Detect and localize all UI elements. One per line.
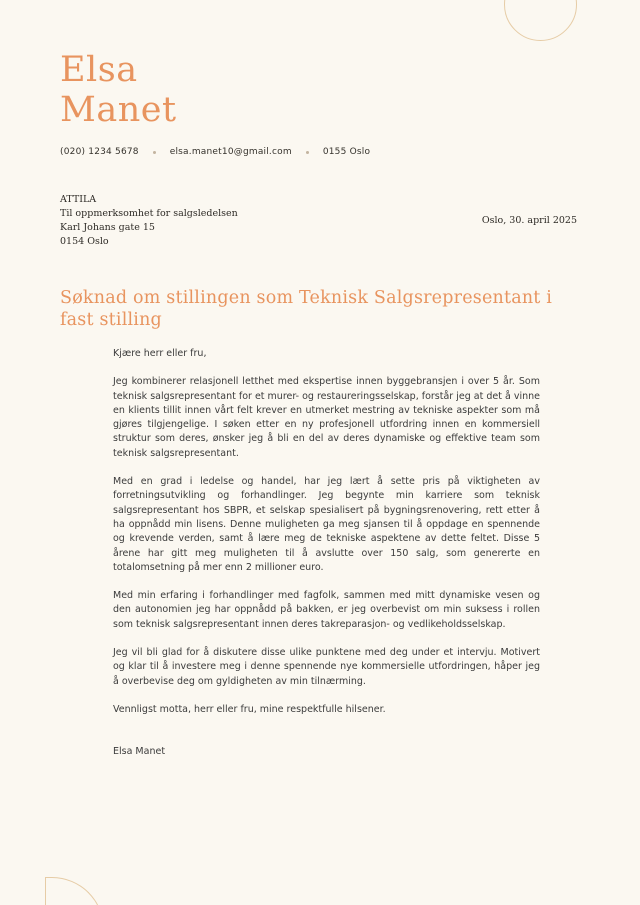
letter-paragraph: Med en grad i ledelse og handel, har jeg lært å sette pris på viktigheten av forretningsutvikling og forhandlinger. Jeg begynte min karriere som teknisk salgsrepresentant hos SBPR, et selskap spesialisert på bygningsrenovering, rett etter å ha oppnådd min lisens. Denne muligheten ga meg sjansen til å oppdage en spennende og krevende verden, samt å lære meg de tekniske aspektene av dette feltet. Disse 5 årene har gitt meg muligheten til å avslutte over 150 salg, som genererte en totalomsetning på mer enn 2 millioner euro. [113,476,540,573]
contact-email: elsa.manet10@gmail.com [169,147,292,157]
recipient-street: Karl Johans gate 15 [60,222,155,233]
letter-paragraphs [113,375,540,689]
sender-first-name: Elsa [60,50,138,90]
recipient-city: 0154 Oslo [60,236,109,247]
letter-subject: Søknad om stillingen som Teknisk Salgsrepresentant i fast stilling [60,288,553,330]
letter-paragraph: Med min erfaring i forhandlinger med fagfolk, sammen med mitt dynamiske vesen og den autonomien jeg har oppnådd på bakken, er jeg overbevist om min suksess i rollen som teknisk salgsrepresentant innen deres takreparasjon- og vedlikeholdsselskap. [113,590,540,630]
recipient-company: ATTILA [60,194,97,205]
recipient-and-date-row [60,193,577,249]
sender-last-name: Manet [60,90,177,130]
contact-location: 0155 Oslo [322,147,371,157]
letter-closing: Vennligst motta, herr eller fru, mine respektfulle hilsener. [113,703,386,715]
recipient-attention: Til oppmerksomhet for salgsledelsen [60,208,238,219]
separator-dot-icon [306,151,309,154]
contact-row [60,147,577,157]
letter-body [113,347,540,760]
recipient-block [60,193,238,249]
sender-name [60,50,577,130]
letter-greeting: Kjære herr eller fru, [113,348,207,359]
contact-phone: (020) 1234 5678 [60,147,139,157]
letter-paragraph: Jeg vil bli glad for å diskutere disse ulike punktene med deg under et intervju. Motivert og klar til å investere meg i denne spennende nye kommersielle utfordringen, håper jeg å overbevise deg om gyldigheten av min tilnærming. [113,647,540,687]
letter-signature: Elsa Manet [113,746,166,758]
letter-paragraph: Jeg kombinerer relasjonell letthet med ekspertise innen byggebransjen i over 5 år. Som teknisk salgsrepresentant for et murer- og restaureringsselskap, forstår jeg at det å vinne en klients tillit innen vårt felt krever en utmerket mestring av tekniske aspekter som må gjøres tilgjengelige. I søken etter en ny profesjonell utfordring innen en kommersiell struktur som deres, ønsker jeg å bli en del av deres dynamiske og effektive team som teknisk salgsrepresentant. [113,376,540,459]
letter-date: Oslo, 30. april 2025 [481,215,577,226]
separator-dot-icon [153,151,156,154]
